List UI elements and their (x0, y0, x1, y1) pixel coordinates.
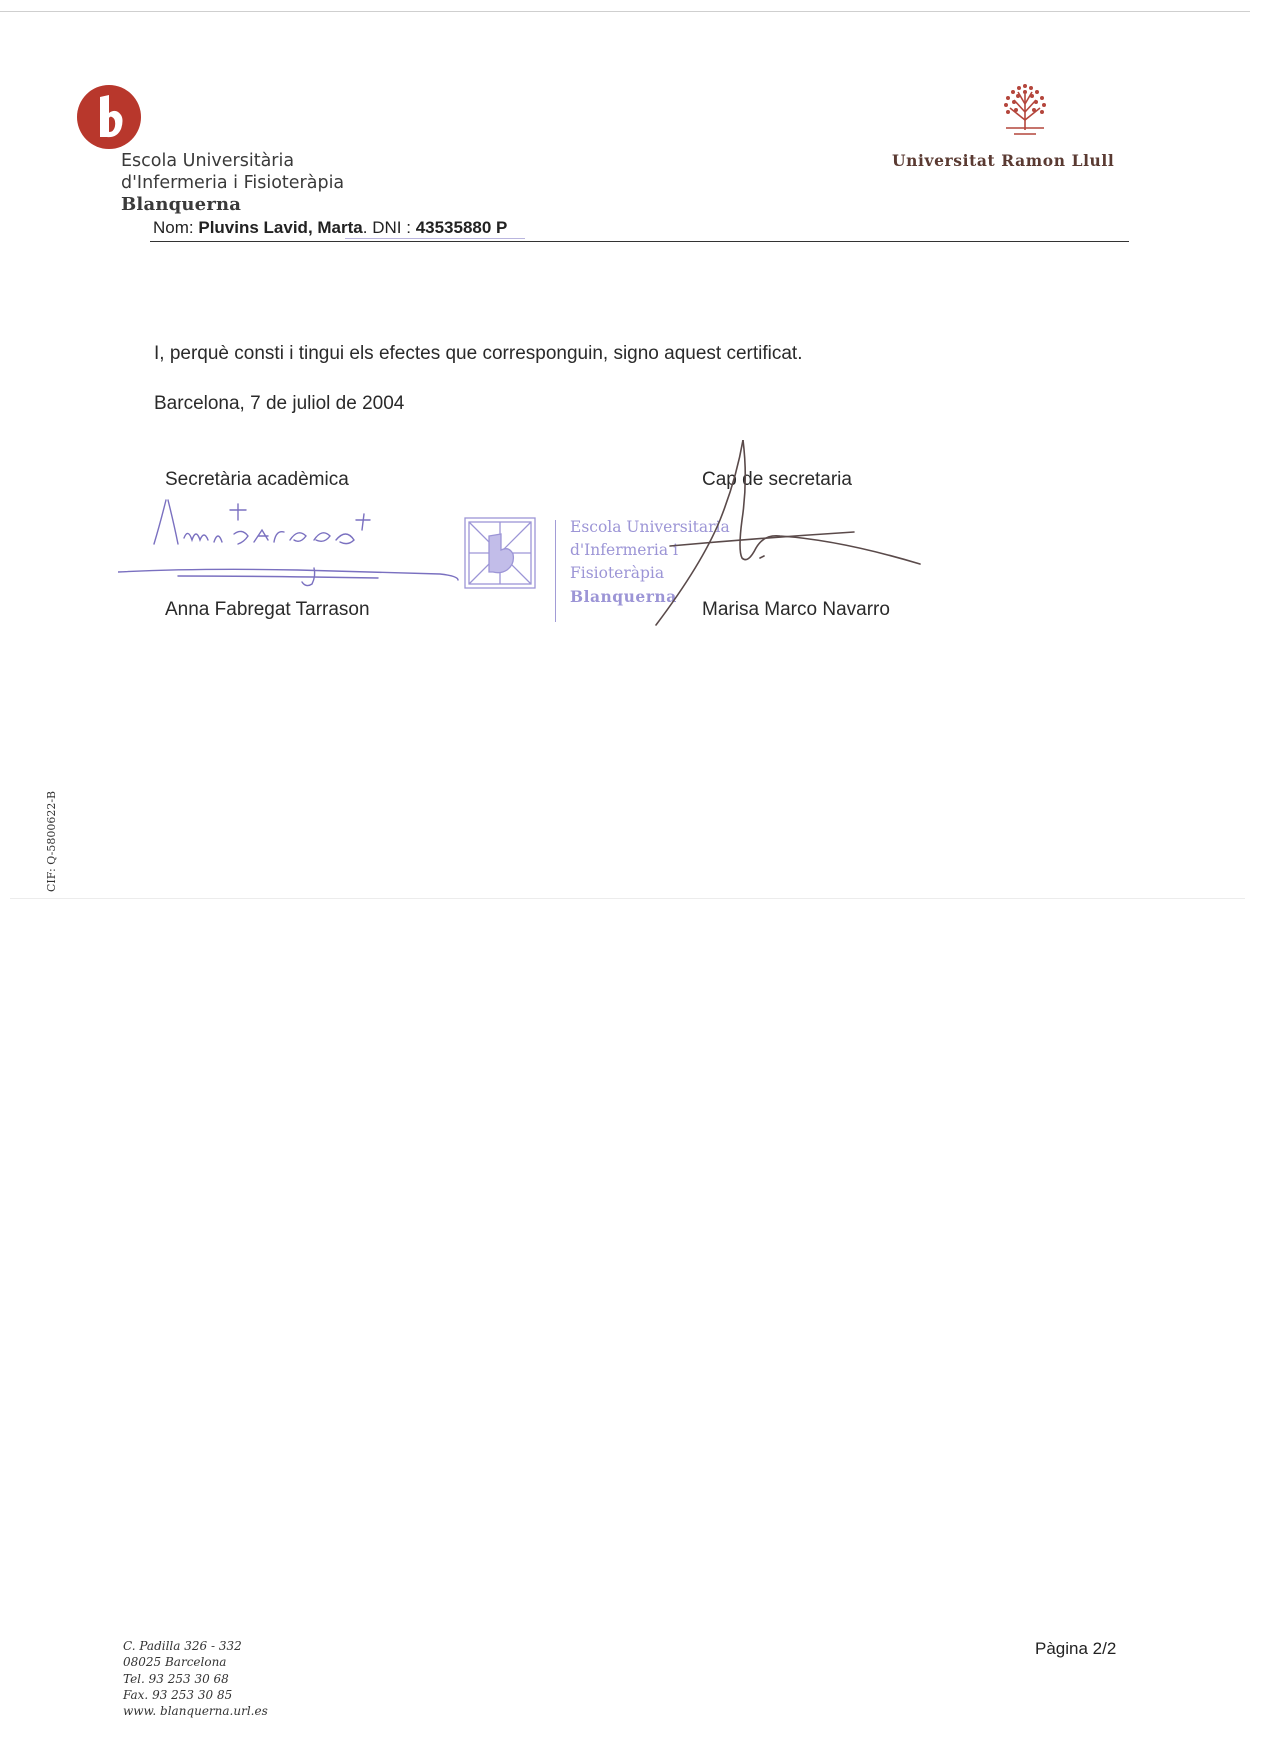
stamp-seal-icon (463, 516, 537, 590)
statement-text: I, perquè consti i tingui els efectes que corresponguin, signo aquest certificat. (154, 343, 803, 364)
handwritten-signature-left (118, 484, 498, 610)
stamp-line-4: Blanquerna (570, 587, 677, 606)
page-number: Pàgina 2/2 (1035, 1639, 1117, 1658)
place-date: Barcelona, 7 de juliol de 2004 (154, 393, 405, 414)
dni-label: DNI : (372, 218, 411, 237)
header-rule-overlay (345, 238, 525, 239)
stamp-divider (555, 520, 556, 622)
dni-value: 43535880 P (415, 218, 508, 237)
stamp-line-1: Escola Universitaria (570, 518, 730, 536)
tree-logo-icon (992, 80, 1058, 146)
top-edge-line (0, 11, 1250, 12)
blanquerna-logo-icon (76, 84, 142, 150)
footer-address (123, 1638, 268, 1719)
header-rule (150, 241, 1129, 242)
cif-number: CIF: Q-5800622-B (45, 790, 58, 892)
address-line: 08025 Barcelona (123, 1655, 227, 1670)
nom-label: Nom: (153, 218, 194, 237)
address-line: www. blanquerna.url.es (123, 1704, 268, 1719)
address-line: C. Padilla 326 - 332 (123, 1639, 242, 1653)
left-signatory-title: Secretària acadèmica (165, 469, 349, 490)
address-line: Tel. 93 253 30 68 (123, 1671, 229, 1686)
right-signatory-name: Marisa Marco Navarro (702, 599, 890, 620)
university-name: Universitat Ramon Llull (892, 151, 1115, 170)
school-line-2: d'Infermeria i Fisioteràpia (121, 173, 345, 193)
address-line: Fax. 93 253 30 85 (123, 1687, 233, 1702)
school-line-1: Escola Universitària (121, 151, 295, 171)
paper-fold (10, 898, 1245, 899)
student-line: Nom: Pluvins Lavid, Marta. DNI : 43535880 P (153, 218, 508, 237)
nom-value: Pluvins Lavid, Marta (198, 218, 363, 237)
right-signatory-title: Cap de secretaria (702, 469, 852, 490)
school-line-3: Blanquerna (121, 194, 242, 215)
stamp-line-2: d'Infermeria i (570, 541, 678, 559)
school-name (121, 150, 344, 216)
left-signatory-name: Anna Fabregat Tarrason (165, 599, 370, 620)
stamp-line-3: Fisioteràpia (570, 564, 665, 582)
